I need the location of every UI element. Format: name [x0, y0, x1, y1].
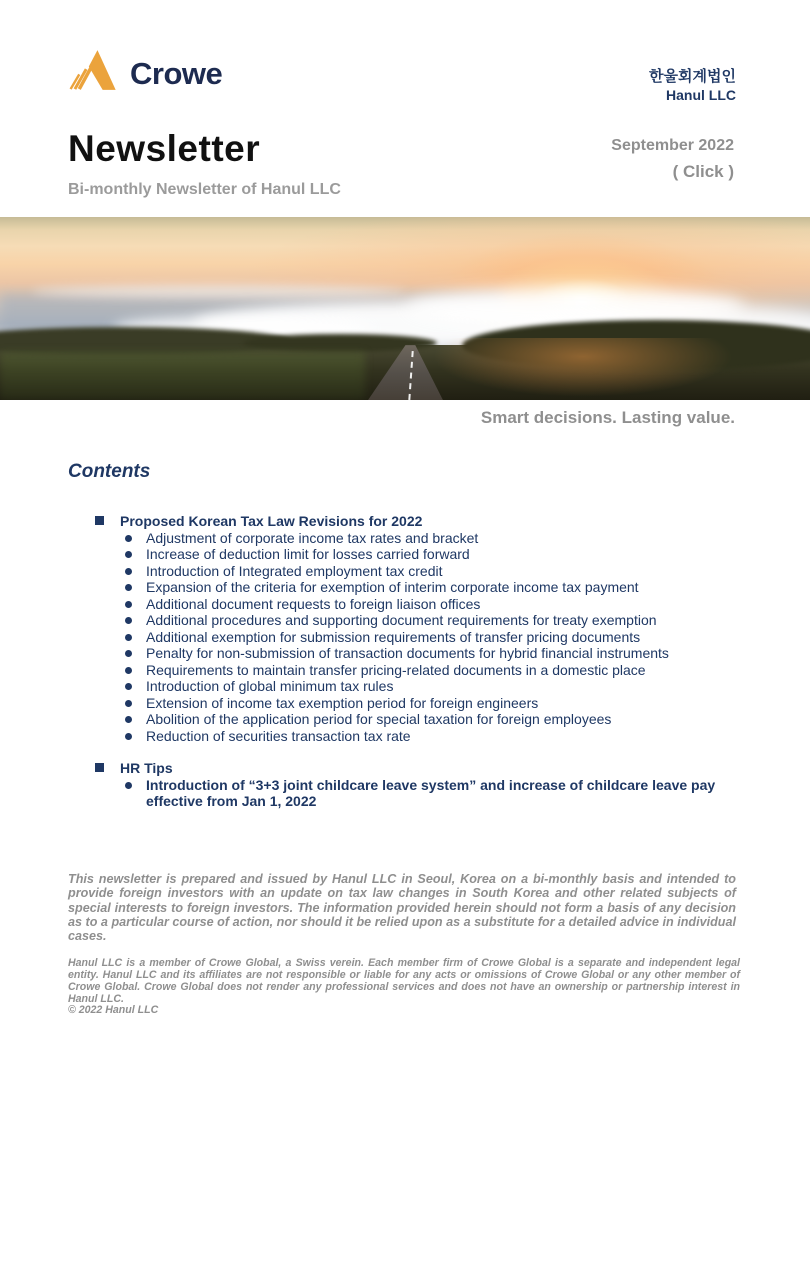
- crowe-logo: [68, 46, 222, 94]
- toc-section-tax-law: [95, 513, 755, 744]
- grass: [0, 352, 365, 400]
- toc-item-label: Expansion of the criteria for exemption of interim corporate income tax payment: [146, 579, 639, 595]
- toc-item-label: Additional exemption for submission requirements of transfer pricing documents: [146, 628, 641, 645]
- circle-bullet-icon: [125, 601, 132, 608]
- toc-item-label: Penalty for non-submission of transaction documents for hybrid financial instruments: [146, 645, 669, 661]
- toc-item: [95, 629, 755, 646]
- copyright-notice: © 2022 Hanul LLC: [68, 1004, 159, 1016]
- toc-section-hr-tips: [95, 760, 755, 810]
- issue-date: September 2022: [611, 137, 734, 154]
- brand-tagline: Smart decisions. Lasting value.: [480, 408, 735, 427]
- circle-bullet-icon: [125, 700, 132, 707]
- click-link[interactable]: ( Click ): [672, 162, 734, 181]
- toc-item: [95, 728, 755, 745]
- circle-bullet-icon: [125, 650, 132, 657]
- firm-name-korean: 한울회계법인: [649, 68, 736, 85]
- square-bullet-icon: [95, 516, 104, 525]
- toc-section-title-row: [95, 513, 755, 530]
- toc-item-label: Reduction of securities transaction tax rate: [146, 727, 411, 744]
- masthead-left: [68, 128, 341, 199]
- circle-bullet-icon: [125, 568, 132, 575]
- toc-item: [95, 579, 755, 596]
- table-of-contents: [95, 513, 755, 826]
- toc-item-label: Additional procedures and supporting document requirements for treaty exemption: [146, 612, 657, 628]
- toc-item-label: Requirements to maintain transfer pricing-related documents in a domestic place: [146, 661, 646, 678]
- square-bullet-icon: [95, 763, 104, 772]
- crowe-wordmark: Crowe: [130, 56, 223, 91]
- circle-bullet-icon: [125, 551, 132, 558]
- toc-item: [95, 546, 755, 563]
- masthead: [68, 128, 734, 199]
- disclaimer-secondary: Hanul LLC is a member of Crowe Global, a Swiss verein. Each member firm of Crowe Global is a separate and independent legal entity. Hanul LLC and its affiliates are not responsible or liable for any acts or omissions of Crowe Global or any other member of Crowe Global. Crowe Global does not render any professional services and does not have an ownership or partnership interest in Hanul LLC.: [68, 957, 740, 1005]
- sunlight-on-land: [421, 338, 745, 400]
- firm-name-english: Hanul LLC: [666, 86, 736, 103]
- toc-item: [95, 645, 755, 662]
- circle-bullet-icon: [125, 716, 132, 723]
- firm-name-block: [649, 68, 736, 104]
- circle-bullet-icon: [125, 733, 132, 740]
- contents-heading: Contents: [68, 461, 151, 482]
- brand-row: [68, 46, 736, 104]
- toc-item: [95, 596, 755, 613]
- toc-item-label: Introduction of Integrated employment tax credit: [146, 562, 443, 579]
- page-title: Newsletter: [68, 128, 261, 169]
- toc-item-label: Additional document requests to foreign liaison offices: [146, 595, 481, 612]
- toc-item-label: Adjustment of corporate income tax rates and bracket: [146, 529, 479, 546]
- circle-bullet-icon: [125, 683, 132, 690]
- crowe-mountain-icon: [68, 46, 120, 94]
- toc-item: [95, 777, 755, 810]
- toc-item: [95, 662, 755, 679]
- toc-item-label: Increase of deduction limit for losses carried forward: [146, 546, 470, 562]
- masthead-right: [611, 137, 734, 199]
- toc-item: [95, 695, 755, 712]
- circle-bullet-icon: [125, 667, 132, 674]
- toc-item: [95, 711, 755, 728]
- circle-bullet-icon: [125, 617, 132, 624]
- toc-item-label: Introduction of “3+3 joint childcare leave system” and increase of childcare leave pay effective from Jan 1, 2022: [146, 776, 716, 809]
- toc-item: [95, 678, 755, 695]
- hero-photo: [0, 217, 810, 400]
- toc-item-label: Extension of income tax exemption period for foreign engineers: [146, 694, 539, 711]
- toc-item-label: Abolition of the application period for special taxation for foreign employees: [146, 711, 612, 727]
- toc-item: [95, 530, 755, 547]
- toc-item: [95, 563, 755, 580]
- circle-bullet-icon: [125, 634, 132, 641]
- circle-bullet-icon: [125, 782, 132, 789]
- toc-section-title: Proposed Korean Tax Law Revisions for 2022: [120, 513, 423, 529]
- disclaimer-primary: This newsletter is prepared and issued by Hanul LLC in Seoul, Korea on a bi-monthly basis and intended to provide foreign investors with an update on tax law changes in South Korea and other related subjects of special interests to foreign investors. The information provided herein should not form a basis of any decision as to a particular course of action, nor should it be relied upon as a substitute for a detailed advice in individual cases.: [68, 872, 736, 944]
- toc-section-title-row: [95, 760, 755, 777]
- circle-bullet-icon: [125, 584, 132, 591]
- cloud: [32, 285, 405, 298]
- page-subtitle: Bi-monthly Newsletter of Hanul LLC: [68, 181, 341, 198]
- toc-section-title: HR Tips: [120, 760, 173, 776]
- circle-bullet-icon: [125, 535, 132, 542]
- toc-item: [95, 612, 755, 629]
- toc-item-label: Introduction of global minimum tax rules: [146, 678, 394, 694]
